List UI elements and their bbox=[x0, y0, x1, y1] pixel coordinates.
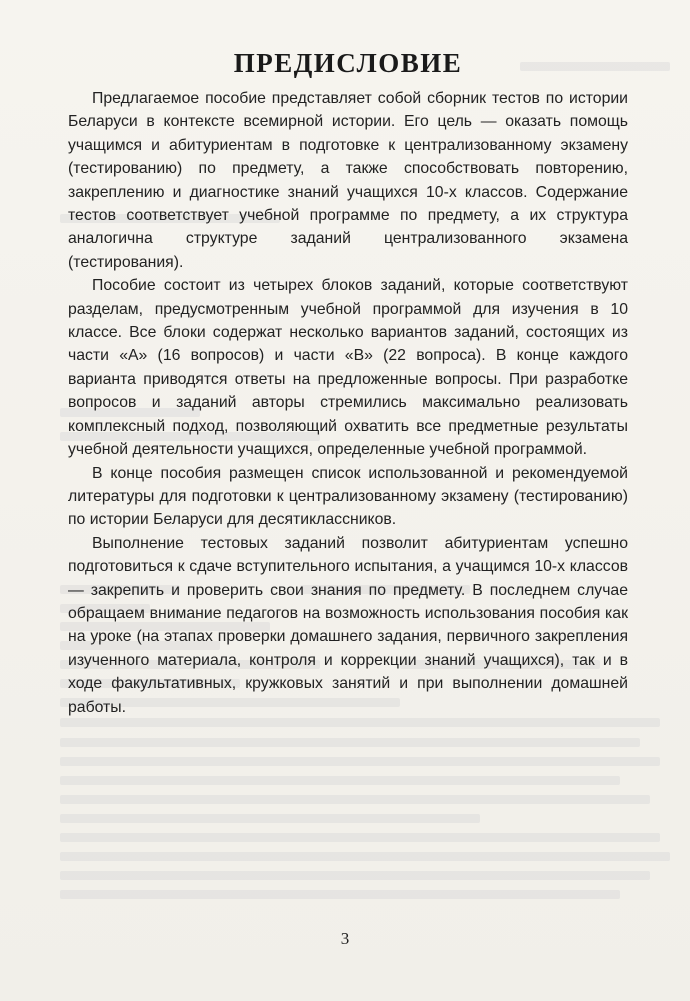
page-title: ПРЕДИСЛОВИЕ bbox=[233, 48, 463, 78]
page-number: 3 bbox=[340, 929, 350, 948]
paragraph-usage: Выполнение тестовых заданий позволит абитуриентам успешно подготовиться к сдаче вступительного испытания, а учащимся 10-х классов — закрепить и проверить свои знания по предмету. В последнем случае обращаем внимание педагогов на возможность использования пособия как на уроке (на этапах проверки домашнего задания, первичного закрепления изученного материала, контроля и коррекции знаний учащихся), так и в ходе факультативных, кружковых занятий и при выполнении домашней работы. bbox=[68, 534, 628, 716]
paragraph-structure: Пособие состоит из четырех блоков заданий, которые соответствуют разделам, предусмотренным учебной программой для изучения в 10 классе. Все блоки содержат несколько вариантов заданий, состоящих из части «А» (16 вопросов) и части «В» (22 вопроса). В конце каждого варианта приводятся ответы на предложенные вопросы. При разработке вопросов и заданий авторы стремились максимально реализовать комплексный подход, позволяющий охватить все предметные результаты учебной деятельности учащихся, определенные учебной программой. bbox=[68, 277, 628, 459]
paragraph-literature: В конце пособия размещен список использованной и рекомендуемой литературы для подготовки к централизованному экзамену (тестированию) по истории Беларуси для десятиклассников. bbox=[68, 464, 628, 529]
paragraph-purpose: Предлагаемое пособие представляет собой сборник тестов по истории Беларуси в контексте всемирной истории. Его цель — оказать помощь учащимся и абитуриентам в подготовке к централизованному экзамену (тестированию) по предмету, а также способствовать повторению, закреплению и диагностике знаний учащихся 10-х классов. Содержание тестов соответствует учебной программе по предмету, а их структура аналогична структуре заданий централизованного экзамена (тестирования). bbox=[68, 90, 628, 271]
preface-section bbox=[68, 48, 628, 719]
